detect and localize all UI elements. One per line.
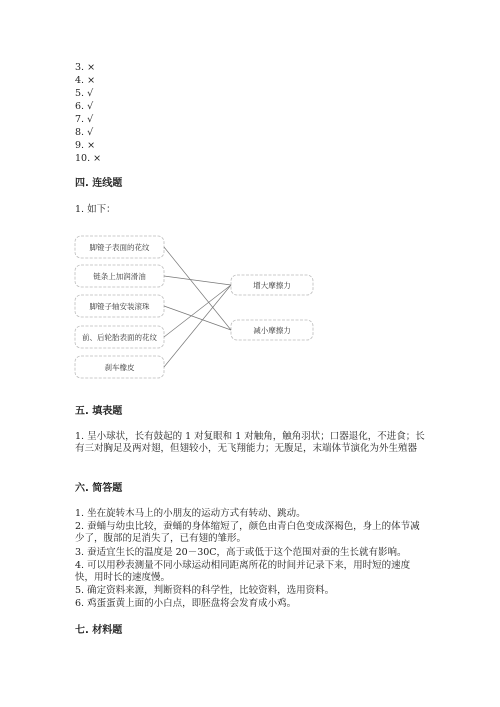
section-heading-material: 七. 材料题	[75, 625, 123, 636]
right-item-label: 增大摩擦力	[253, 281, 291, 290]
short-answer-item: 2. 蚕蛹与幼虫比较，蚕蛹的身体缩短了，颜色由青白色变成深褐色，身上的体节减少了，腹部的足消失了，已有翅的雏形。	[75, 521, 420, 544]
connector-line	[164, 276, 231, 285]
short-answer-item: 4. 可以用秒表测量不同小球运动相同距离所花的时间并记录下来，用时短的速度快，用时长的速度慢。	[75, 560, 411, 583]
left-item-label: 链条上加润滑油	[93, 272, 146, 281]
short-answer-item: 6. 鸡蛋蛋黄上面的小白点，即胚盘将会发育成小鸡。	[75, 598, 297, 609]
short-answer-item: 3. 蚕适宜生长的温度是 20－30C，高于或低于这个范围对蚕的生长就有影响。	[75, 547, 407, 558]
short-answer-item: 1. 坐在旋转木马上的小朋友的运动方式有转动、跳动。	[75, 508, 306, 519]
answer-line: 7. √	[75, 114, 94, 125]
answer-line: 8. √	[75, 127, 94, 138]
left-item-label: 脚镫子轴安装滚珠	[89, 302, 150, 311]
left-item-label: 脚镫子表面的花纹	[89, 243, 150, 252]
answer-line: 3. ×	[75, 62, 96, 73]
section-heading-short-answer: 六. 简答题	[75, 483, 123, 494]
right-item-label: 减小摩擦力	[253, 326, 291, 335]
answer-line: 5. √	[75, 88, 94, 99]
answer-line: 10. ×	[75, 153, 102, 164]
short-answer-item: 5. 确定资料来源，判断资料的科学性，比较资料，选用资料。	[75, 585, 335, 596]
section-heading-matching: 四. 连线题	[75, 178, 123, 189]
connector-line	[164, 285, 231, 367]
matching-intro: 1. 如下：	[75, 204, 116, 215]
left-item-label: 前、后轮胎表面的花纹	[82, 333, 157, 342]
fill-table-answer: 1. 呈小球状，长有鼓起的 1 对复眼和 1 对触角，触角羽状；口器退化，不进食；长有三对胸足及两对翅，但翅较小，无飞翔能力；无腹足，末端体节演化为外生殖器	[75, 431, 425, 454]
answer-line: 4. ×	[75, 75, 96, 86]
left-item-label: 刹车橡皮	[104, 363, 135, 372]
answer-line: 9. ×	[75, 140, 96, 151]
answer-line: 6. √	[75, 101, 94, 112]
connector-line	[164, 247, 231, 330]
connector-line	[164, 285, 231, 337]
section-heading-fill-table: 五. 填表题	[75, 406, 123, 417]
